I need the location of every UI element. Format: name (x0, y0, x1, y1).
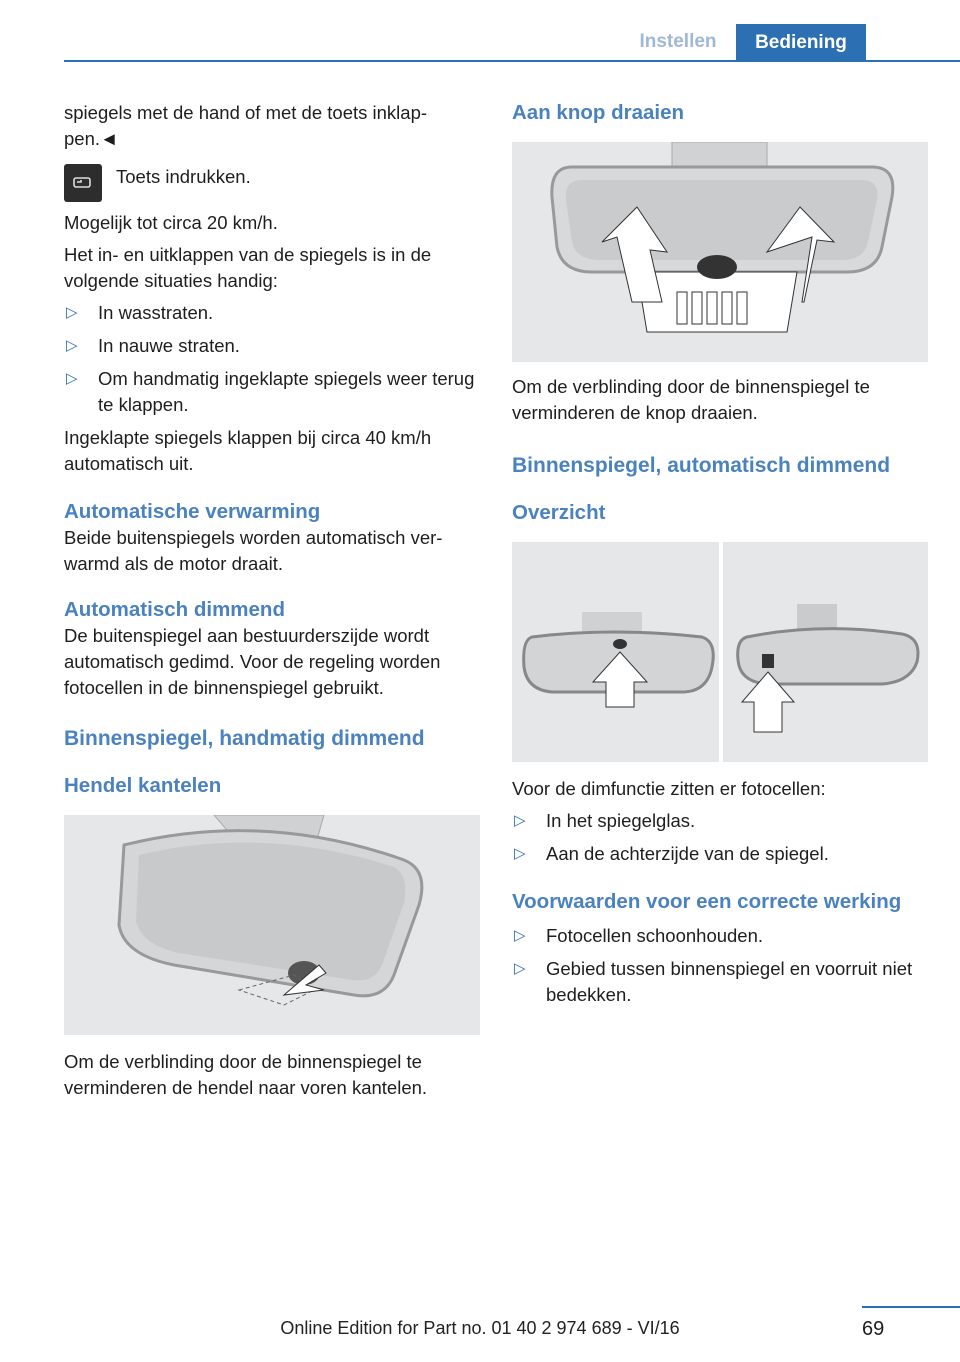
photocell-mirror-image (512, 542, 928, 762)
paragraph-speed: Mogelijk tot circa 20 km/h. (64, 212, 278, 233)
heading-dimming: Automatisch dimmend (64, 598, 285, 621)
list-item: ▷ Om handmatig ingeklapte spiegels weer terug te klappen. (66, 368, 475, 415)
paragraph-dimming: De buitenspiegel aan bestuurderszijde wordt automatisch gedimd. Voor de regeling worden fotocellen in de binnenspiegel gebruikt. (64, 625, 441, 698)
triangle-right-icon: ▷ (514, 845, 526, 862)
heading-overview: Overzicht (512, 501, 606, 524)
header-rule (64, 60, 960, 62)
triangle-right-icon: ▷ (514, 927, 526, 944)
heading-heating: Automatische verwarming (64, 500, 321, 523)
edition-text: Online Edition for Part no. 01 40 2 974 689 - VI/16 (280, 1318, 680, 1338)
paragraph-continue: spiegels met de hand of met de toets inklap-pen.◄ (64, 102, 428, 149)
tab-bediening[interactable]: Bediening (736, 24, 866, 62)
heading-conditions: Voorwaarden voor een correcte werking (512, 890, 902, 913)
heading-manual-dimming: Binnenspiegel, handmatig dimmend (64, 727, 425, 750)
heading-knob: Aan knop draaien (512, 101, 685, 124)
heading-lever: Hendel kantelen (64, 774, 222, 797)
conditions-list (512, 923, 928, 1008)
paragraph-knob: Om de verblinding door de binnenspiegel te verminderen de knop draaien. (512, 376, 870, 423)
paragraph-heating: Beide buitenspiegels worden automatisch ver-warmd als de motor draait. (64, 527, 443, 574)
paragraph-handy: Het in- en uitklappen van de spiegels is in de volgende situaties handig: (64, 244, 432, 291)
footer-rule (862, 1306, 960, 1308)
mirror-fold-key-icon (64, 164, 102, 202)
list-item: ▷ Fotocellen schoonhouden. (512, 923, 928, 949)
paragraph-overview: Voor de dimfunctie zitten er fotocellen: (512, 778, 826, 799)
situations-list (64, 300, 480, 418)
key-label: Toets indrukken. (116, 166, 251, 187)
key-instruction (64, 164, 480, 202)
heading-auto-dimming: Binnenspiegel, automatisch dimmend (512, 454, 891, 477)
lever-mirror-image (64, 815, 480, 1035)
list-item: ▷ Aan de achterzijde van de spiegel. (512, 841, 928, 867)
list-item: ▷ In wasstraten. (64, 300, 480, 326)
paragraph-auto-unfold: Ingeklapte spiegels klappen bij circa 40 km/h automatisch uit. (64, 427, 432, 474)
knob-mirror-image (512, 142, 928, 362)
triangle-right-icon: ▷ (514, 960, 526, 977)
triangle-right-icon: ▷ (66, 370, 78, 387)
left-column (64, 100, 480, 1101)
photocell-list (512, 808, 928, 867)
paragraph-lever: Om de verblinding door de binnenspiegel te verminderen de hendel naar voren kantelen. (64, 1051, 428, 1098)
triangle-right-icon: ▷ (66, 337, 78, 354)
triangle-right-icon: ▷ (66, 304, 78, 321)
triangle-right-icon: ▷ (514, 812, 526, 829)
tab-instellen[interactable]: Instellen (639, 31, 717, 52)
list-item: ▷ Gebied tussen binnenspiegel en voorruit niet bedekken. (514, 958, 913, 1005)
right-column (512, 100, 928, 1015)
page-number: 69 (862, 1318, 885, 1340)
list-item: ▷ In het spiegelglas. (512, 808, 928, 834)
list-item: ▷ In nauwe straten. (64, 333, 480, 359)
